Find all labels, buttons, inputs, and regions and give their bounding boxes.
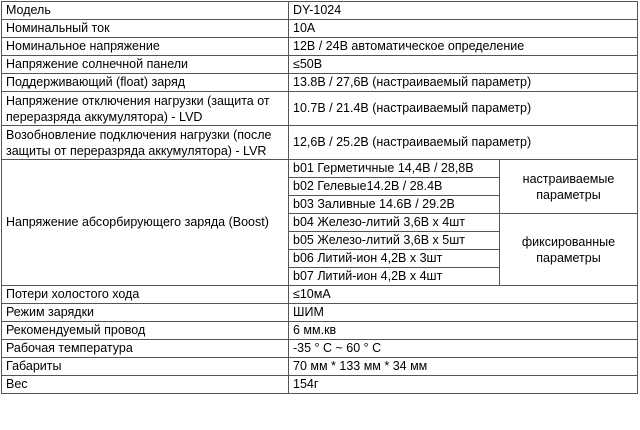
boost-item: b04 Железо-литий 3,6В х 4шт <box>289 214 500 232</box>
row-label: Номинальное напряжение <box>2 38 289 56</box>
table-row-dimensions <box>2 358 638 376</box>
boost-label: Напряжение абсорбирующего заряда (Boost) <box>2 160 289 286</box>
row-value: 154г <box>289 376 638 394</box>
table-row-charge-mode <box>2 304 638 322</box>
row-value: DY-1024 <box>289 2 638 20</box>
table-row-current <box>2 20 638 38</box>
boost-note-fixed: фиксированные параметры <box>500 214 638 286</box>
row-label: Потери холостого хода <box>2 286 289 304</box>
row-label: Габариты <box>2 358 289 376</box>
row-label: Режим зарядки <box>2 304 289 322</box>
table-row-idle-loss <box>2 286 638 304</box>
row-value: 6 мм.кв <box>289 322 638 340</box>
row-label: Номинальный ток <box>2 20 289 38</box>
spec-table <box>1 1 638 394</box>
row-value: 13.8В / 27,6В (настраиваемый параметр) <box>289 74 638 92</box>
table-row-lvr <box>2 126 638 160</box>
table-row-lvd <box>2 92 638 126</box>
table-row-temperature <box>2 340 638 358</box>
row-value: 10.7В / 21.4В (настраиваемый параметр) <box>289 92 638 126</box>
row-label: Вес <box>2 376 289 394</box>
boost-item: b02 Гелевые14.2В / 28.4В <box>289 178 500 196</box>
boost-item: b01 Герметичные 14,4В / 28,8В <box>289 160 500 178</box>
row-label: Напряжение отключения нагрузки (защита от переразряда аккумулятора) - LVD <box>2 92 289 126</box>
table-row-solar-voltage <box>2 56 638 74</box>
boost-item: b03 Заливные 14.6В / 29.2В <box>289 196 500 214</box>
row-value: 12,6В / 25.2В (настраиваемый параметр) <box>289 126 638 160</box>
table-row-voltage <box>2 38 638 56</box>
table-row-float <box>2 74 638 92</box>
row-value: ≤50В <box>289 56 638 74</box>
row-label: Рекомендуемый провод <box>2 322 289 340</box>
row-label: Модель <box>2 2 289 20</box>
boost-item: b06 Литий-ион 4,2В х 3шт <box>289 250 500 268</box>
table-row-boost <box>2 160 638 178</box>
row-value: ≤10мА <box>289 286 638 304</box>
boost-note-adjustable: настраиваемые параметры <box>500 160 638 214</box>
row-value: ШИМ <box>289 304 638 322</box>
row-label: Напряжение солнечной панели <box>2 56 289 74</box>
row-value: 70 мм * 133 мм * 34 мм <box>289 358 638 376</box>
table-row-model <box>2 2 638 20</box>
boost-item: b05 Железо-литий 3,6В х 5шт <box>289 232 500 250</box>
row-value: -35 ° С ~ 60 ° С <box>289 340 638 358</box>
row-value: 12В / 24В автоматическое определение <box>289 38 638 56</box>
row-value: 10A <box>289 20 638 38</box>
boost-item: b07 Литий-ион 4,2В х 4шт <box>289 268 500 286</box>
row-label: Возобновление подключения нагрузки (после защиты от переразряда аккумулятора) - LVR <box>2 126 289 160</box>
row-label: Поддерживающий (float) заряд <box>2 74 289 92</box>
table-row-wire <box>2 322 638 340</box>
row-label: Рабочая температура <box>2 340 289 358</box>
table-row-weight <box>2 376 638 394</box>
